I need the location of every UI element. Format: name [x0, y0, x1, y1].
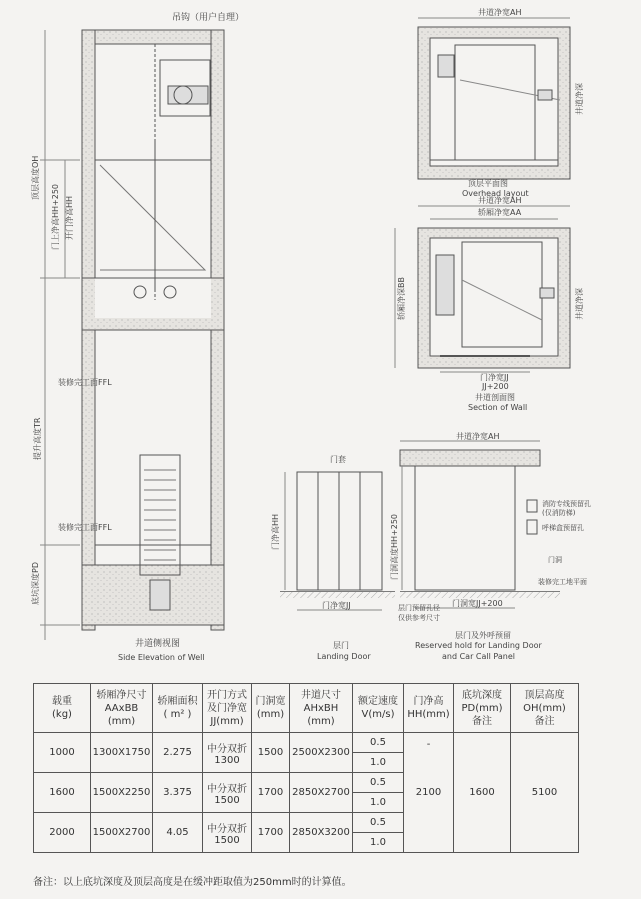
cell-oh: 5100: [511, 733, 579, 853]
cell-car: 1500X2250: [91, 773, 153, 813]
reserve-ah-label: 井道净宽AH: [456, 432, 500, 441]
cell-area: 2.275: [153, 733, 203, 773]
overhead-layout: [418, 18, 570, 179]
th-car: 轿厢净尺寸 AAxBB (mm): [91, 684, 153, 733]
section-bh-label: 井道净深: [575, 288, 584, 320]
section-jj200-label: JJ+200: [482, 382, 509, 391]
machine-room-slab: [82, 30, 224, 44]
cell-door: 中分双折 1300: [203, 733, 252, 773]
th-speed: 额定速度 V(m/s): [353, 684, 404, 733]
floor1-label: 装修完工面FFL: [58, 378, 112, 387]
th-door: 开门方式 及门净宽 JJ(mm): [203, 684, 252, 733]
reserved-note-label: 层门预留孔径: [398, 604, 440, 612]
cell-opening: 1700: [252, 813, 290, 853]
landing-title-en: Landing Door: [317, 652, 371, 661]
footnote: 备注：以上底坑深度及顶层高度是在缓冲距取值为250mm时的计算值。: [33, 877, 352, 888]
cell-shaft: 2850X2700: [290, 773, 353, 813]
section-of-well: [395, 206, 570, 372]
buffer: [150, 580, 170, 610]
door-h-label: 开门净高HH: [65, 195, 74, 240]
counterweight: [140, 455, 180, 575]
fire-hole-label2: (仅消防梯): [542, 509, 576, 517]
cell-speed: 0.5: [353, 813, 404, 833]
call-hole-label: 呼梯盒预留孔: [542, 524, 584, 532]
th-pd: 底坑深度 PD(mm) 备注: [454, 684, 511, 733]
th-opening: 门洞宽 (mm): [252, 684, 290, 733]
section-aa-label: 轿厢净宽AA: [478, 208, 522, 217]
pit-label: 底坑深度PD: [31, 562, 40, 605]
cell-speed: 0.5: [353, 733, 404, 753]
floor2-label: 装修完工面FFL: [58, 523, 112, 532]
cell-opening: 1700: [252, 773, 290, 813]
spec-table: [33, 683, 579, 853]
cell-door: 中分双折 1500: [203, 813, 252, 853]
reserve-title-en2: and Car Call Panel: [442, 652, 515, 661]
reserve-hh-label: 门洞高度HH+250: [390, 513, 399, 580]
travel-label: 提升高度TR: [33, 417, 42, 460]
cell-pd: 1600: [454, 733, 511, 853]
section-title-cn: 井道剖面图: [475, 393, 515, 402]
hh-mark: -: [426, 739, 431, 750]
cell-car: 1500X2700: [91, 813, 153, 853]
landing-door: [280, 472, 395, 610]
side-elevation: [40, 30, 224, 640]
reserved-hold: [400, 441, 560, 608]
section-ah-label: 井道净宽AH: [478, 196, 522, 205]
cell-speed: 1.0: [353, 793, 404, 813]
elev-title-cn: 井道侧视图: [135, 639, 181, 649]
door-w-dim: 门净宽JJ: [322, 601, 351, 610]
cell-load: 1600: [34, 773, 91, 813]
th-shaft: 井道尺寸 AHxBH (mm): [290, 684, 353, 733]
section-bb-label: 轿厢净深BB: [397, 277, 406, 320]
th-area: 轿厢面积 ( m² ): [153, 684, 203, 733]
table-header-row: [34, 684, 579, 733]
cell-shaft: 2850X3200: [290, 813, 353, 853]
reserve-title-cn: 层门及外呼预留: [455, 631, 511, 640]
cell-speed: 1.0: [353, 833, 404, 853]
cell-car: 1300X1750: [91, 733, 153, 773]
th-hh: 门净高 HH(mm): [404, 684, 454, 733]
fire-hole-label: 消防专线预留孔: [542, 500, 591, 508]
cell-door: 中分双折 1500: [203, 773, 252, 813]
overhead-ah-label: 井道净宽AH: [478, 8, 522, 17]
jj200-bot-label: 门洞宽JJ+200: [452, 599, 503, 608]
reserved-note-label2: 仅供参考尺寸: [398, 614, 440, 622]
th-oh: 顶层高度 OH(mm) 备注: [511, 684, 579, 733]
cell-load: 2000: [34, 813, 91, 853]
overhead-bh-label: 井道净深: [575, 83, 584, 115]
floor-fin-label: 装修完工地平面: [538, 578, 587, 586]
th-load: 载重 (kg): [34, 684, 91, 733]
elev-title-en: Side Elevation of Well: [118, 653, 205, 662]
cell-hh: - 2100: [404, 733, 454, 853]
car-h-label: 门上净高HH+250: [51, 183, 60, 250]
cell-area: 3.375: [153, 773, 203, 813]
table-row: [34, 733, 579, 753]
cell-area: 4.05: [153, 813, 203, 853]
reserve-title-en1: Reserved hold for Landing Door: [415, 641, 542, 650]
cell-opening: 1500: [252, 733, 290, 773]
landing-title-cn: 层门: [333, 641, 349, 650]
cell-shaft: 2500X2300: [290, 733, 353, 773]
hook-label: 吊钩（用户自理）: [172, 13, 245, 23]
door-pos-label: 门洞: [548, 556, 562, 564]
overhead-title-en: Overhead layout: [462, 189, 529, 198]
section-jj-label: 门净宽JJ: [480, 373, 509, 382]
cell-speed: 0.5: [353, 773, 404, 793]
overhead-title-cn: 顶层平面图: [468, 179, 508, 188]
cell-load: 1000: [34, 733, 91, 773]
door-head-label: 门套: [330, 455, 346, 464]
section-title-en: Section of Wall: [468, 403, 528, 412]
top-height-label: 顶层高度OH: [31, 155, 40, 200]
door-h-dim: 门净高HH: [271, 513, 280, 550]
cell-speed: 1.0: [353, 753, 404, 773]
